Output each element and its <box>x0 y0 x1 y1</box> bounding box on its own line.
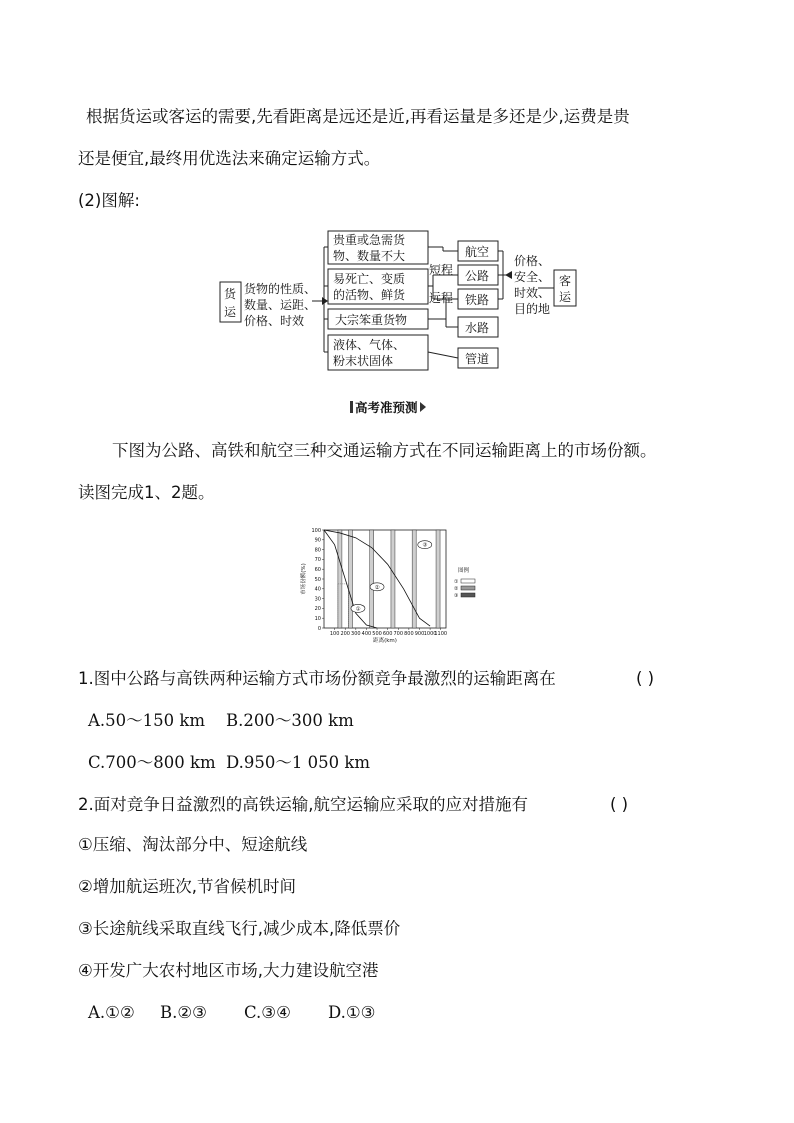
freight-char-1: 货 <box>224 287 237 301</box>
y-tick-label-3: 30 <box>314 596 321 603</box>
passenger-criteria-1: 价格、 <box>514 254 551 268</box>
y-tick-label-8: 80 <box>314 547 321 554</box>
passenger-criteria-4: 目的地 <box>514 302 551 316</box>
x-tick-label-3: 400 <box>361 631 372 637</box>
y-tick-label-5: 50 <box>314 576 321 583</box>
legend-label-3: ③ <box>454 593 459 599</box>
band-stripe-4 <box>412 530 416 628</box>
question-intro-line-1: 下图为公路、高铁和航空三种交通运输方式在不同运输距离上的市场份额。 <box>112 441 657 460</box>
band-stripe-3 <box>391 530 395 628</box>
y-tick-label-2: 20 <box>314 606 321 613</box>
x-tick-label-7: 800 <box>404 631 414 637</box>
q1-option-a: A.50～150 km <box>88 711 206 730</box>
legend-label-1: ① <box>454 579 459 585</box>
question-intro-line-2: 读图完成1、2题。 <box>78 483 215 502</box>
cargo-1-line-1: 贵重或急需货 <box>333 233 406 247</box>
q2-option-b: B.②③ <box>160 1003 207 1022</box>
long-distance-label: 远程 <box>429 291 454 305</box>
y-tick-label-9: 90 <box>314 537 321 544</box>
band-stripe-5 <box>436 530 440 628</box>
q2-option-a: A.①② <box>88 1003 135 1022</box>
passenger-char-1: 客 <box>559 274 572 288</box>
x-axis-title: 距离(km) <box>373 638 397 644</box>
y-tick-label-0: 0 <box>317 625 321 632</box>
q1-answer-blank: ( ) <box>636 669 655 688</box>
legend-swatch-3 <box>461 593 475 597</box>
cargo-4-line-1: 液体、气体、 <box>333 338 406 352</box>
curve-label-2: ② <box>374 584 380 591</box>
q2-item-3: ③长途航线采取直线飞行,减少成本,降低票价 <box>78 919 401 938</box>
mode-pipe: 管道 <box>465 352 490 366</box>
short-distance-label: 短程 <box>429 263 454 277</box>
mode-water: 水路 <box>465 321 490 335</box>
legend-swatch-2 <box>461 586 475 590</box>
header-bar-icon <box>350 401 353 413</box>
q2-item-1: ①压缩、淘汰部分中、短途航线 <box>78 835 308 854</box>
band-stripe-0 <box>338 530 342 628</box>
q2-answer-blank: ( ) <box>610 795 629 814</box>
q2-stem: 2.面对竞争日益激烈的高铁运输,航空运输应采取的应对措施有 <box>78 795 528 814</box>
legend-label-2: ② <box>454 586 459 592</box>
x-tick-label-9: 1000 <box>423 631 437 637</box>
x-tick-label-1: 200 <box>340 631 350 637</box>
intro-line-1: 根据货运或客运的需要,先看距离是远还是近,再看运量是多还是少,运费是贵 <box>86 107 630 126</box>
x-tick-label-5: 600 <box>382 631 393 637</box>
y-tick-label-1: 10 <box>314 616 321 622</box>
curve-label-3: ③ <box>422 542 428 549</box>
figure-label: (2)图解: <box>78 191 140 210</box>
y-tick-label-10: 100 <box>311 527 321 534</box>
band-stripe-1 <box>349 530 353 628</box>
q1-option-c: C.700～800 km <box>88 753 216 772</box>
market-share-chart <box>296 524 496 644</box>
arrow-right-icon <box>322 297 328 305</box>
x-tick-label-10: 1100 <box>434 631 448 637</box>
freight-criteria-1: 货物的性质、 <box>244 282 317 296</box>
section-header: 高考准预测 <box>350 400 426 416</box>
cargo-2-line-1: 易死亡、变质 <box>333 272 406 286</box>
cargo-4-line-2: 粉末状固体 <box>333 354 394 368</box>
passenger-criteria-3: 时效、 <box>514 286 551 300</box>
legend-swatch-1 <box>461 579 475 583</box>
mode-road: 公路 <box>465 269 490 283</box>
mode-air: 航空 <box>465 245 490 259</box>
q2-option-d: D.①③ <box>328 1003 376 1022</box>
freight-criteria-3: 价格、时效 <box>244 314 305 328</box>
header-triangle-icon <box>420 402 426 412</box>
passenger-char-2: 运 <box>559 290 572 304</box>
intro-line-2: 还是便宜,最终用优选法来确定运输方式。 <box>78 149 381 168</box>
curve-label-1: ① <box>355 606 361 613</box>
freight-char-2: 运 <box>224 305 237 319</box>
q1-stem: 1.图中公路与高铁两种运输方式市场份额竞争最激烈的运输距离在 <box>78 669 556 688</box>
band-stripe-2 <box>370 530 374 628</box>
y-tick-label-4: 40 <box>314 586 321 593</box>
q1-option-b: B.200～300 km <box>226 711 354 730</box>
cargo-1-line-2: 物、数量不大 <box>333 249 406 263</box>
q2-item-2: ②增加航运班次,节省候机时间 <box>78 877 297 896</box>
y-axis-title: 市场份额(%) <box>301 563 307 595</box>
x-tick-label-6: 700 <box>393 631 404 637</box>
freight-criteria-2: 数量、运距、 <box>244 298 317 312</box>
cargo-3-line-1: 大宗笨重货物 <box>335 313 408 327</box>
x-tick-label-2: 300 <box>351 631 361 637</box>
legend-title: 图例 <box>458 568 470 574</box>
y-tick-label-7: 70 <box>314 557 321 564</box>
passenger-criteria-2: 安全、 <box>514 270 551 284</box>
x-tick-label-0: 100 <box>329 631 340 637</box>
transport-flow-diagram <box>218 228 598 374</box>
x-tick-label-8: 900 <box>414 631 425 637</box>
q1-option-d: D.950～1 050 km <box>226 753 371 772</box>
x-tick-label-4: 500 <box>372 631 382 637</box>
mode-rail: 铁路 <box>465 293 490 307</box>
q2-item-4: ④开发广大农村地区市场,大力建设航空港 <box>78 961 379 980</box>
arrow-left-icon <box>505 271 512 279</box>
y-tick-label-6: 60 <box>314 567 321 573</box>
cargo-2-line-2: 的活物、鲜货 <box>333 288 406 302</box>
q2-option-c: C.③④ <box>244 1003 291 1022</box>
